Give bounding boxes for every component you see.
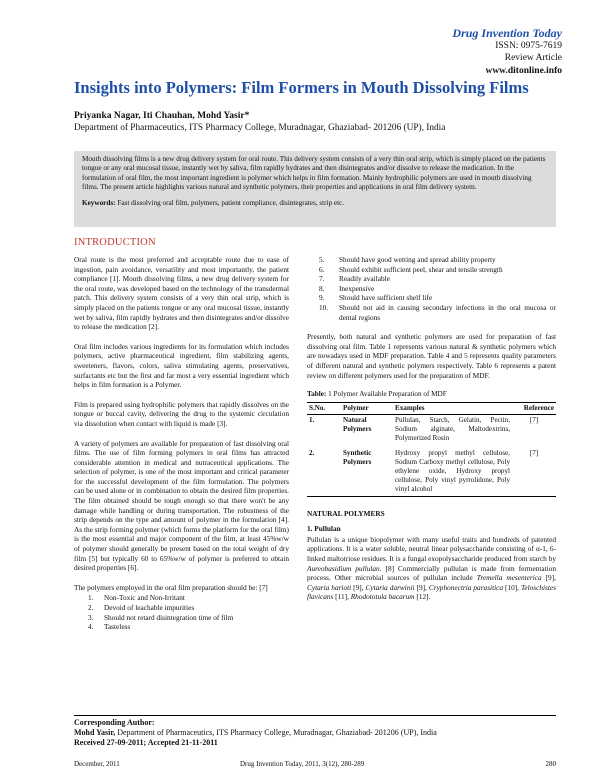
intro-paragraph-5: The polymers employed in the oral film preparation should be: [7]: [74, 582, 268, 592]
journal-header: [452, 27, 562, 77]
corresponding-heading: Corresponding Author:: [74, 718, 155, 727]
list-item: 2. Devoid of leachable impurities: [88, 603, 195, 612]
list-item: 5. Should have good wetting and spread ability property: [319, 255, 496, 264]
corresponding-details: Mohd Yasir, Department of Pharmaceutics, ITS Pharmacy College, Muradnagar, Ghaziabad- 201206 (UP), India: [74, 728, 437, 737]
keywords-label: Keywords:: [82, 199, 116, 208]
polymer-table: [307, 402, 556, 497]
list-item: 3. Should not retard disintegration time of film: [88, 612, 234, 622]
article-affiliation: Department of Pharmaceutics, ITS Pharmacy College, Muradnagar, Ghaziabad- 201206 (UP), India: [74, 123, 446, 133]
abstract-box: [74, 151, 556, 227]
right-column: [307, 255, 556, 612]
article-authors: Priyanka Nagar, Iti Chauhan, Mohd Yasir*: [74, 111, 250, 121]
list-item: 7. Readily available: [319, 274, 390, 284]
abstract-text: Mouth dissolving films is a new drug delivery system for oral route. This delivery system consists of a very thin oral strip, which is simply placed on the patients tongue or any oral mucosal tissue, instantly wet by saliva, film rapidly hydrates and then disintegrates and/or dissolve to release the medication. In the formulation of oral film, the most important ingredient is polymer which helps in film formation. Mainly hydrophilic polymers are used in mouth dissolving films. The present article highlights various natural and synthetic polymers, their properties and applications in oral film delivery system.: [82, 155, 546, 191]
list-item: 8. Inexpensive: [319, 283, 375, 293]
list-item: 6. Should exhibit sufficient peel, shear and tensile strength: [319, 264, 503, 274]
polymer-requirements-list-continued: [307, 255, 556, 322]
table-cell: Synthetic Polymers: [341, 445, 393, 497]
left-column: [74, 255, 289, 632]
pullulan-heading: 1. Pullulan: [307, 524, 341, 534]
journal-website-link[interactable]: www.ditonline.info: [485, 65, 562, 76]
table-cell: 1.: [309, 415, 315, 424]
intro-paragraph-1: Oral route is the most preferred and acceptable route due to ease of ingestion, pain avoidance, versatility and most importantly, the patient compliance [1]. Mouth dissolving films, a new drug delivery system for the oral route, was developed based on the technology of the transdermal patch. This delivery system consists of a very thin oral strip, which is simply placed on the patients tongue or any oral mucosal tissue, instantly wet by saliva, film rapidly hydrates and then disintegrates and/or dissolve to release the medication [2].: [74, 255, 290, 332]
table-header-row: [307, 402, 556, 414]
table-header: Examples: [393, 402, 512, 414]
table-cell: 2.: [307, 445, 341, 497]
table-header: Reference: [512, 402, 556, 414]
polymer-requirements-list: [74, 593, 289, 631]
page-number: 280: [545, 760, 556, 768]
list-item: 9. Should have sufficient shelf life: [319, 293, 433, 303]
table-row: [307, 414, 556, 444]
natural-polymers-heading: NATURAL POLYMERS: [307, 508, 385, 518]
table-header: S.No.: [307, 402, 341, 414]
list-item: 10. Should not aid in causing secondary infections in the oral mucosa or dental regions: [319, 302, 556, 322]
list-item: 4. Tasteless: [88, 622, 131, 632]
article-type: Review Article: [504, 53, 562, 63]
keywords-text: Fast dissolving oral film, polymers, patient compliance, disintegrates, strip etc.: [115, 199, 345, 208]
corresponding-author: [74, 715, 556, 748]
table-cell: Hydroxy propyl methyl cellulose, Sodium Carboxy methyl cellulose, Poly ethylene oxide, Hydroxy propyl cellulose, Poly vinyl pyrrolidone, Poly vinyl alcohol: [393, 445, 512, 497]
table-intro-paragraph: Presently, both natural and synthetic polymers are used for preparation of fast dissolving oral film. Table 1 represents various natural & synthetic polymers which are nowadays used in MDF preparation. Table 4 and 5 represents quality parameters of different natural and synthetic polymers respectively. Table 6 represents a patent review on different polymers used for the preparation of MDF.: [307, 332, 556, 380]
list-item: 1. Non-Toxic and Non-Irritant: [88, 593, 185, 603]
table-cell: [7]: [529, 415, 539, 424]
received-dates: Received 27-09-2011; Accepted 21-11-2011: [74, 738, 218, 747]
table-cell: [7]: [512, 445, 556, 497]
intro-paragraph-4: A variety of polymers are available for preparation of fast dissolving oral films. The use of film forming polymers in oral films has attracted considerable attention in medical and nutraceutical applications. The selection of polymer, is one of the most important and critical parameter for the successful development of the film formulation. The polymers can be used alone or in combination to obtain the desired film properties. The film obtained should be tough enough so that there won't be any damage while handling or during transportation. The robustness of the strip depends on the type and amount of polymer in the formulation [4]. As the strip forming polymer (which forms the platform for the oral film) is the most essential and major component of the film, at least 45%w/w of polymer should generally be present based on the total weight of dry film [5] but typically 60 to 65%w/w of polymer is preferred to obtain desired properties [6].: [74, 438, 289, 573]
journal-name: Drug Invention Today: [452, 26, 562, 40]
footer-citation: Drug Invention Today, 2011, 3(12), 280-289: [240, 760, 365, 768]
intro-paragraph-3: Film is prepared using hydrophilic polymers that rapidly dissolves on the tongue or buccal cavity, delivering the drug to the systemic circulation via dissolution when contact with liquid is made [3].: [74, 399, 289, 428]
article-title: Insights into Polymers: Film Formers in Mouth Dissolving Films: [74, 78, 529, 97]
table-caption: Table: 1 Polymer Available Preparation of MDF: [307, 390, 447, 399]
keywords: [82, 199, 548, 208]
journal-issn: ISSN: 0975-7619: [495, 40, 562, 51]
intro-paragraph-2: Oral film includes various ingredients for its formulation which includes polymers, active pharmaceutical ingredient, film stabilizing agents, sweeteners, flavors, colors, saliva stimulating agents, preservatives, surfactants etc but the first and far most a very essential ingredient which helps in film formation is a Polymer.: [74, 341, 289, 390]
table-header: Polymer: [341, 402, 393, 414]
table-cell: Pullulan, Starch, Gelatin, Pectin, Sodium alginate, Maltodextrins, Polymerized Rosin: [395, 415, 510, 443]
footer-date: December, 2011: [74, 760, 120, 768]
pullulan-paragraph: Pullulan is a unique biopolymer with many useful traits and hundreds of patented applications. It is a water soluble, neutral linear polysaccharide consisting of α-1, 6-linked maltotriose residues. It is a fungal exopolysaccharide produced from starch by Aureobasidium pullulan. [8] Commercially pullulan is made from fermentation process. Other microbial sources of pullulan include Tremella mesenterica [9], Cytaria harioti [9], Cytaria darwinii [9], Cryphonectria parasitica [10], Teloschistes flavicans [11], Rhodototula bacarum [12].: [307, 534, 557, 602]
table-row: [307, 445, 556, 497]
introduction-heading: INTRODUCTION: [74, 237, 156, 248]
table-cell: Natural Polymers: [343, 415, 372, 434]
